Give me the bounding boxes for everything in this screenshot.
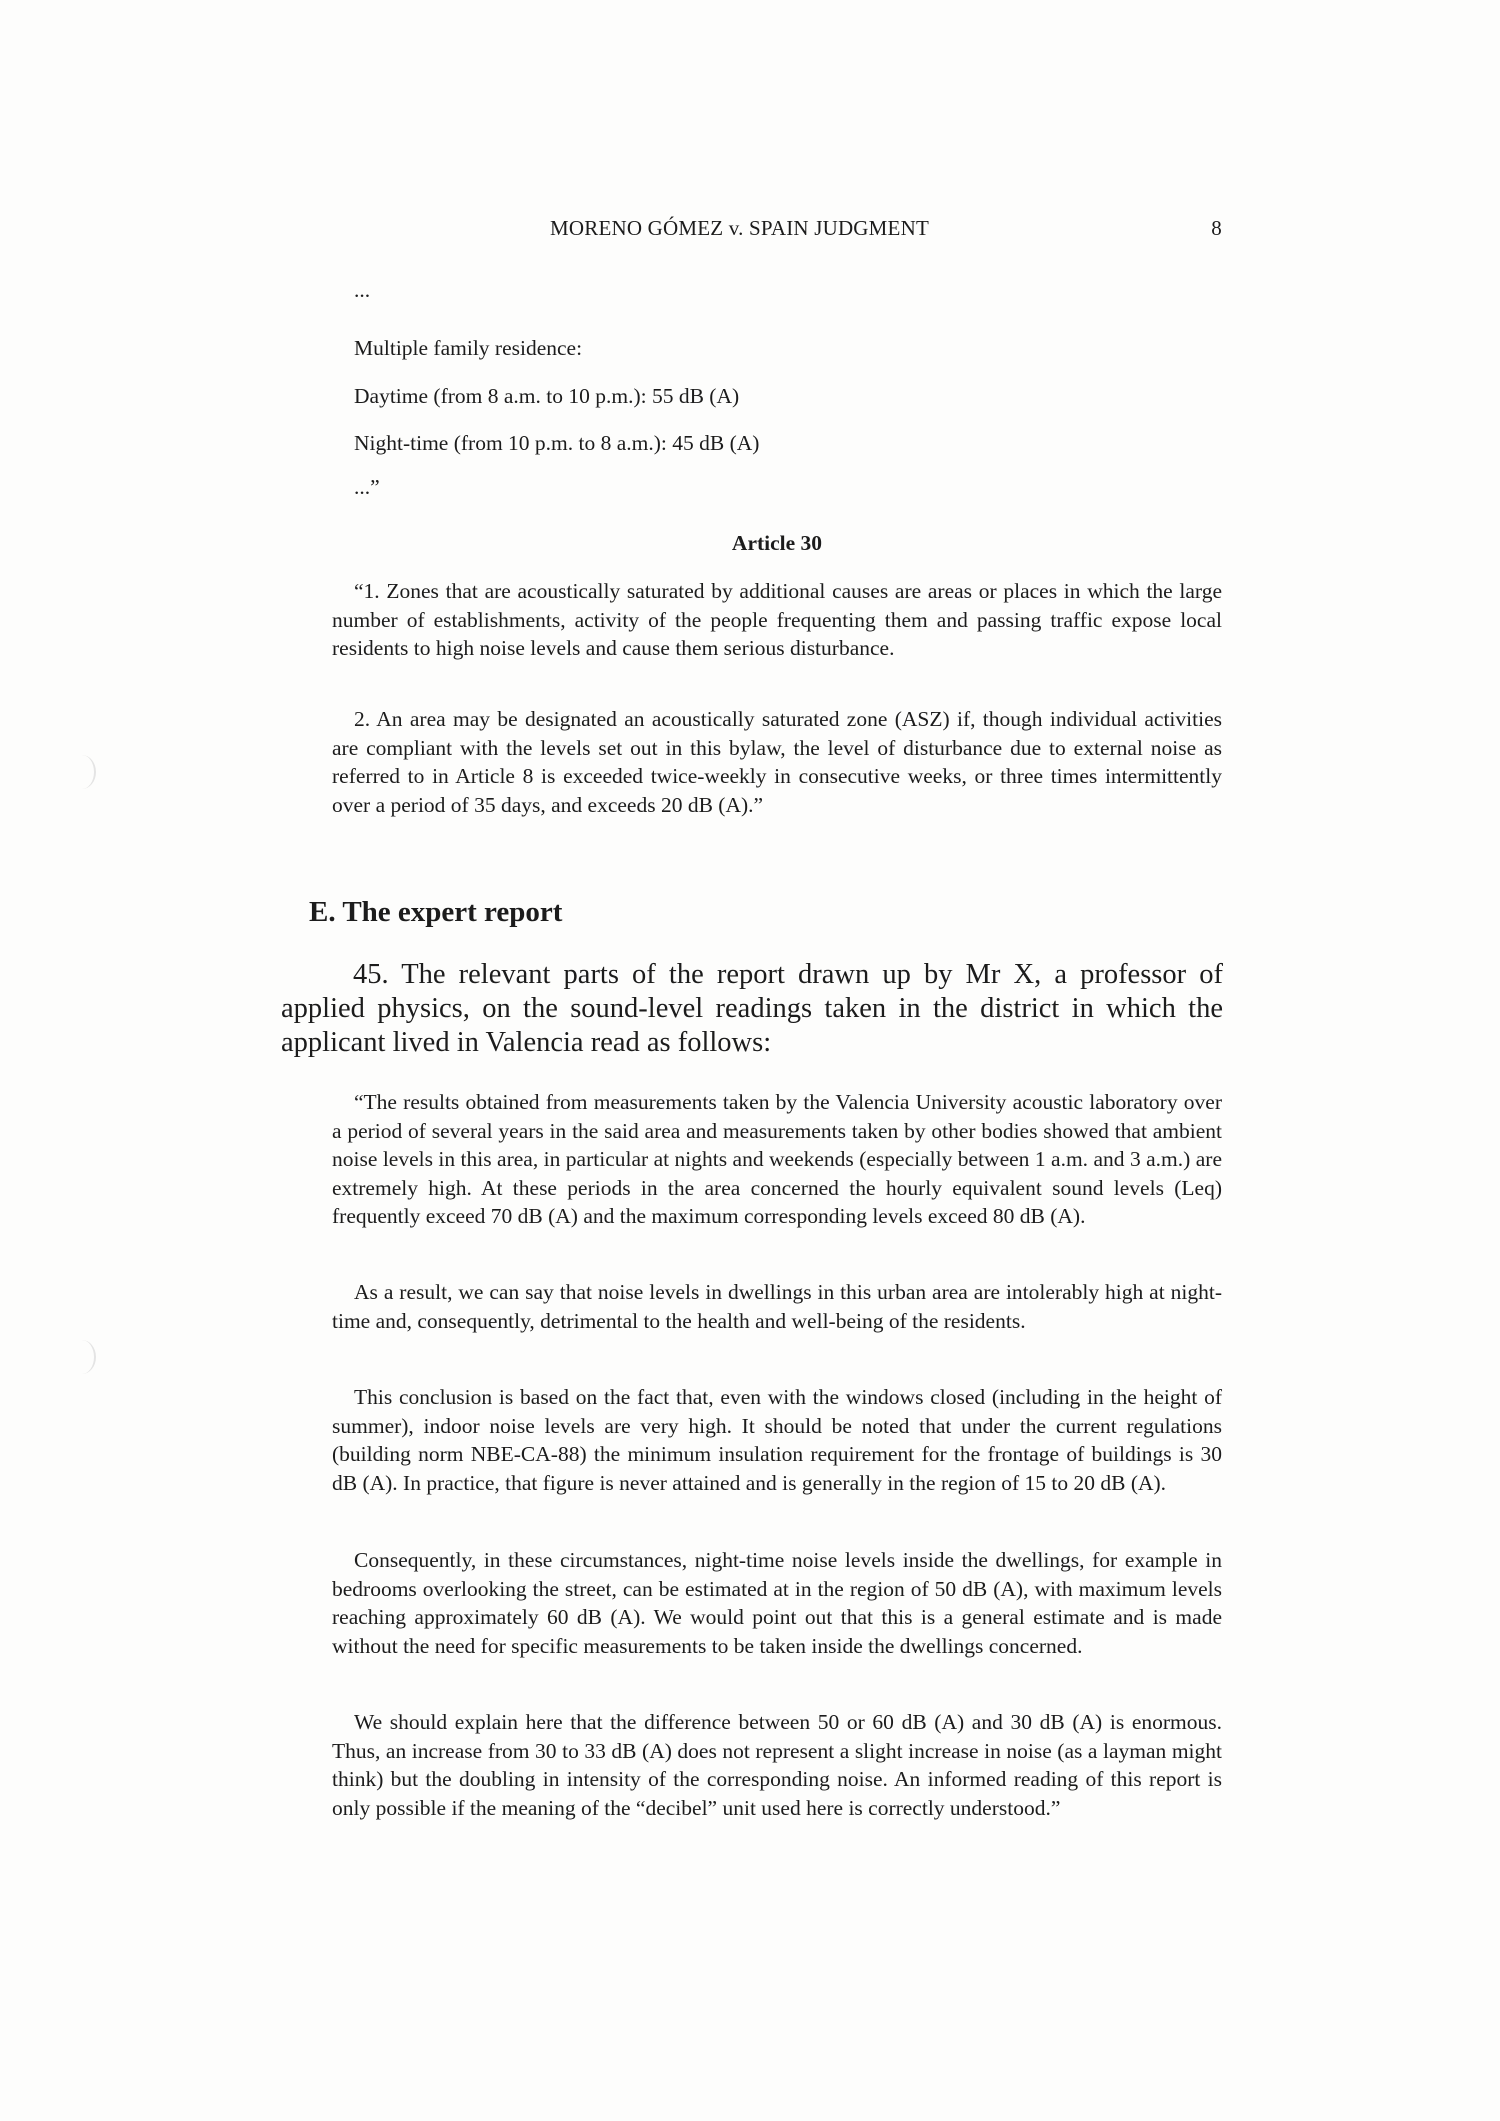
report-quote bbox=[332, 1278, 1222, 1335]
article-paragraph-2: 2. An area may be designated an acoustically saturated zone (ASZ) if, though individual activities are compliant with the levels set out in this bylaw, the level of disturbance due to external noise as referred to in Article 8 is exceeded twice-weekly in consecutive weeks, or three times intermittently over a period of 35 days, and exceeds 20 dB (A).” bbox=[332, 707, 1222, 817]
report-quote bbox=[332, 1088, 1222, 1231]
quote-line: Daytime (from 8 a.m. to 10 p.m.): 55 dB (A) bbox=[354, 384, 740, 408]
quote-line: Night-time (from 10 p.m. to 8 a.m.): 45 dB (A) bbox=[354, 431, 760, 455]
scan-margin-mark bbox=[68, 755, 96, 789]
article-title: Article 30 bbox=[731, 531, 823, 555]
quote-line: Multiple family residence: bbox=[354, 336, 583, 360]
report-paragraph-4: Consequently, in these circumstances, night-time noise levels inside the dwellings, for example in bedrooms overlooking the street, can be estimated at in the region of 50 dB (A), with maximum levels reaching approximately 60 dB (A). We would point out that this is a general estimate and is made without the need for specific measurements to be taken inside the dwellings concerned. bbox=[332, 1548, 1222, 1658]
report-quote bbox=[332, 1383, 1222, 1497]
report-paragraph-5: We should explain here that the difference between 50 or 60 dB (A) and 30 dB (A) is enormous. Thus, an increase from 30 to 33 dB (A) does not represent a slight increase in noise (as a layman might think) but the doubling in intensity of the corresponding noise. An informed reading of this report is only possible if the meaning of the “decibel” unit used here is correctly understood.” bbox=[332, 1710, 1222, 1820]
report-quote bbox=[332, 1708, 1222, 1822]
paragraph-45 bbox=[281, 958, 1223, 1060]
paragraph-number: 45. bbox=[353, 959, 389, 990]
article-paragraph bbox=[332, 577, 1222, 663]
report-quote bbox=[332, 1546, 1222, 1660]
quote-ellipsis: ... bbox=[354, 278, 371, 302]
header-title: MORENO GÓMEZ v. SPAIN JUDGMENT bbox=[550, 216, 929, 240]
quote-ellipsis: ...” bbox=[354, 475, 380, 499]
section-heading: E. The expert report bbox=[309, 896, 563, 928]
report-paragraph-1: “The results obtained from measurements taken by the Valencia University acoustic laboratory over a period of several years in the said area and measurements taken by other bodies showed that ambient noise levels in this area, in particular at nights and weekends (especially between 1 a.m. and 3 a.m.) are extremely high. At these periods in the area concerned the hourly equivalent sound levels (Leq) frequently exceed 70 dB (A) and the maximum corresponding levels exceed 80 dB (A). bbox=[332, 1090, 1222, 1228]
paragraph-text: The relevant parts of the report drawn up by Mr X, a professor of applied physics, on the sound-level readings taken in the district in which the applicant lived in Valencia read as follows: bbox=[281, 959, 1223, 1058]
article-paragraph bbox=[332, 705, 1222, 819]
article-paragraph-1: “1. Zones that are acoustically saturated by additional causes are areas or places in which the large number of establishments, activity of the people frequenting them and passing traffic expose local residents to high noise levels and cause them serious disturbance. bbox=[332, 579, 1222, 660]
scan-margin-mark bbox=[68, 1340, 96, 1374]
report-paragraph-3: This conclusion is based on the fact that, even with the windows closed (including in the height of summer), indoor noise levels are very high. It should be noted that under the current regulations (building norm NBE-CA-88) the minimum insulation requirement for the frontage of buildings is 30 dB (A). In practice, that figure is never attained and is generally in the region of 15 to 20 dB (A). bbox=[332, 1385, 1222, 1495]
page-number: 8 bbox=[1211, 216, 1222, 240]
report-paragraph-2: As a result, we can say that noise levels in dwellings in this urban area are intolerably high at night-time and, consequently, detrimental to the health and well-being of the residents. bbox=[332, 1280, 1222, 1333]
